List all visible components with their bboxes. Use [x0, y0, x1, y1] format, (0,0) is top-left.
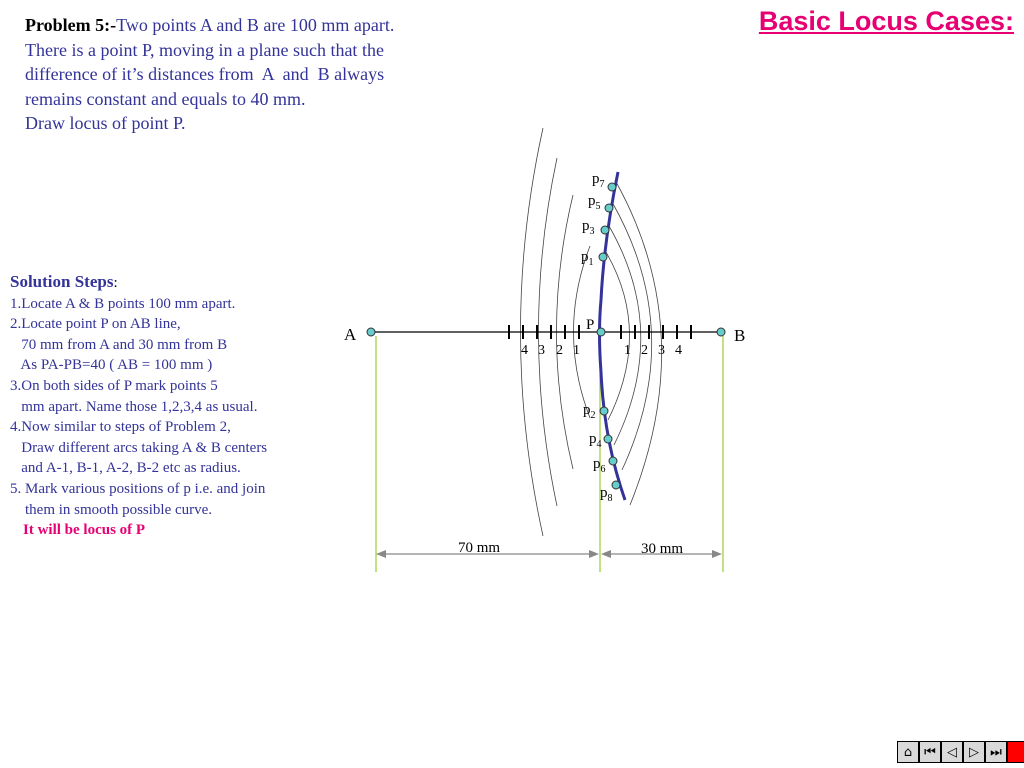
label-subscript: 2: [590, 410, 596, 421]
point-b-marker: [717, 328, 725, 336]
point-p-marker: [597, 328, 605, 336]
tick-number-right: 1: [624, 343, 631, 358]
next-icon[interactable]: ▷: [963, 741, 985, 763]
problem-line-4: remains constant and equals to 40 mm.: [25, 88, 306, 109]
point-p2-marker: [600, 407, 608, 415]
point-p7-marker: [608, 183, 616, 191]
step-line: 3.On both sides of P mark points 5: [10, 377, 218, 394]
label-p1: [581, 249, 594, 268]
arrowhead: [589, 550, 599, 558]
label-b: B: [734, 326, 746, 345]
first-icon[interactable]: ⏮: [919, 741, 941, 763]
label-subscript: 3: [589, 226, 595, 237]
label-base: p: [583, 402, 591, 418]
steps-heading-colon: :: [113, 275, 118, 291]
point-p8-marker: [612, 481, 620, 489]
tick-number-right: 2: [641, 343, 648, 358]
step-line: 1.Locate A & B points 100 mm apart.: [10, 295, 236, 312]
point-p5-marker: [605, 204, 613, 212]
slide-navigation: [897, 741, 1024, 763]
steps-heading: Solution Steps: [10, 272, 114, 291]
point-p1-marker: [599, 253, 607, 261]
problem-line-1: Two points A and B are 100 mm apart.: [116, 15, 395, 35]
label-subscript: 4: [596, 439, 602, 450]
dimension-label-30: 30 mm: [641, 541, 684, 557]
label-p8: [600, 485, 613, 504]
step-line: As PA-PB=40 ( AB = 100 mm ): [10, 357, 213, 374]
label-a: A: [344, 325, 357, 344]
label-base: p: [581, 249, 589, 265]
problem-line-5: Draw locus of point P.: [25, 113, 186, 134]
label-subscript: 1: [588, 257, 594, 268]
tick-number-left: 2: [556, 343, 563, 358]
problem-label: Problem 5:-: [25, 15, 117, 35]
arc-b-4: [606, 252, 630, 420]
steps-final-line: It will be locus of P: [23, 522, 146, 539]
point-p6-marker: [609, 457, 617, 465]
tick-number-left: 4: [521, 343, 528, 358]
tick-number-left: 3: [538, 343, 545, 358]
step-line: Draw different arcs taking A & B centers: [10, 439, 268, 456]
label-subscript: 5: [595, 201, 601, 212]
label-p5: [588, 193, 601, 212]
arrowhead: [601, 550, 611, 558]
label-p6: [593, 456, 606, 475]
step-line: 4.Now similar to steps of Problem 2,: [10, 419, 231, 436]
label-base: p: [588, 193, 596, 209]
label-subscript: 6: [600, 464, 606, 475]
label-p2: [583, 402, 596, 421]
last-icon[interactable]: ⏭: [985, 741, 1007, 763]
label-subscript: 7: [599, 179, 605, 190]
tick-number-right: 4: [675, 343, 682, 358]
point-p3-marker: [601, 226, 609, 234]
step-line: 70 mm from A and 30 mm from B: [10, 336, 228, 353]
home-icon[interactable]: ⌂: [897, 741, 919, 763]
label-p3: [582, 218, 595, 237]
label-base: p: [589, 431, 597, 447]
page-title: Basic Locus Cases:: [758, 6, 1014, 36]
prev-icon[interactable]: ◁: [941, 741, 963, 763]
label-subscript: 8: [607, 493, 613, 504]
problem-line-2: There is a point P, moving in a plane such that the: [25, 39, 384, 60]
step-line: and A-1, B-1, A-2, B-2 etc as radius.: [10, 460, 241, 477]
step-line: 2.Locate point P on AB line,: [10, 316, 181, 333]
label-base: p: [592, 171, 600, 187]
label-base: p: [593, 456, 601, 472]
label-p7: [592, 171, 605, 190]
problem-line-3: difference of it’s distances from A and B always: [25, 64, 385, 85]
step-line: 5. Mark various positions of p i.e. and join: [10, 480, 266, 497]
stop-icon[interactable]: [1007, 741, 1024, 763]
dimension-label-70: 70 mm: [458, 540, 501, 556]
step-line: mm apart. Name those 1,2,3,4 as usual.: [10, 398, 258, 415]
tick-number-left: 1: [573, 343, 580, 358]
arrowhead: [712, 550, 722, 558]
step-line: them in smooth possible curve.: [10, 501, 213, 518]
label-p: P: [586, 317, 595, 333]
point-a-marker: [367, 328, 375, 336]
tick-number-right: 3: [658, 343, 665, 358]
construction-arcs-b: [606, 180, 662, 505]
point-p4-marker: [604, 435, 612, 443]
label-base: p: [600, 485, 608, 501]
arc-b-3: [609, 226, 641, 445]
arc-b-1: [615, 180, 662, 505]
arrowhead: [376, 550, 386, 558]
label-base: p: [582, 218, 590, 234]
